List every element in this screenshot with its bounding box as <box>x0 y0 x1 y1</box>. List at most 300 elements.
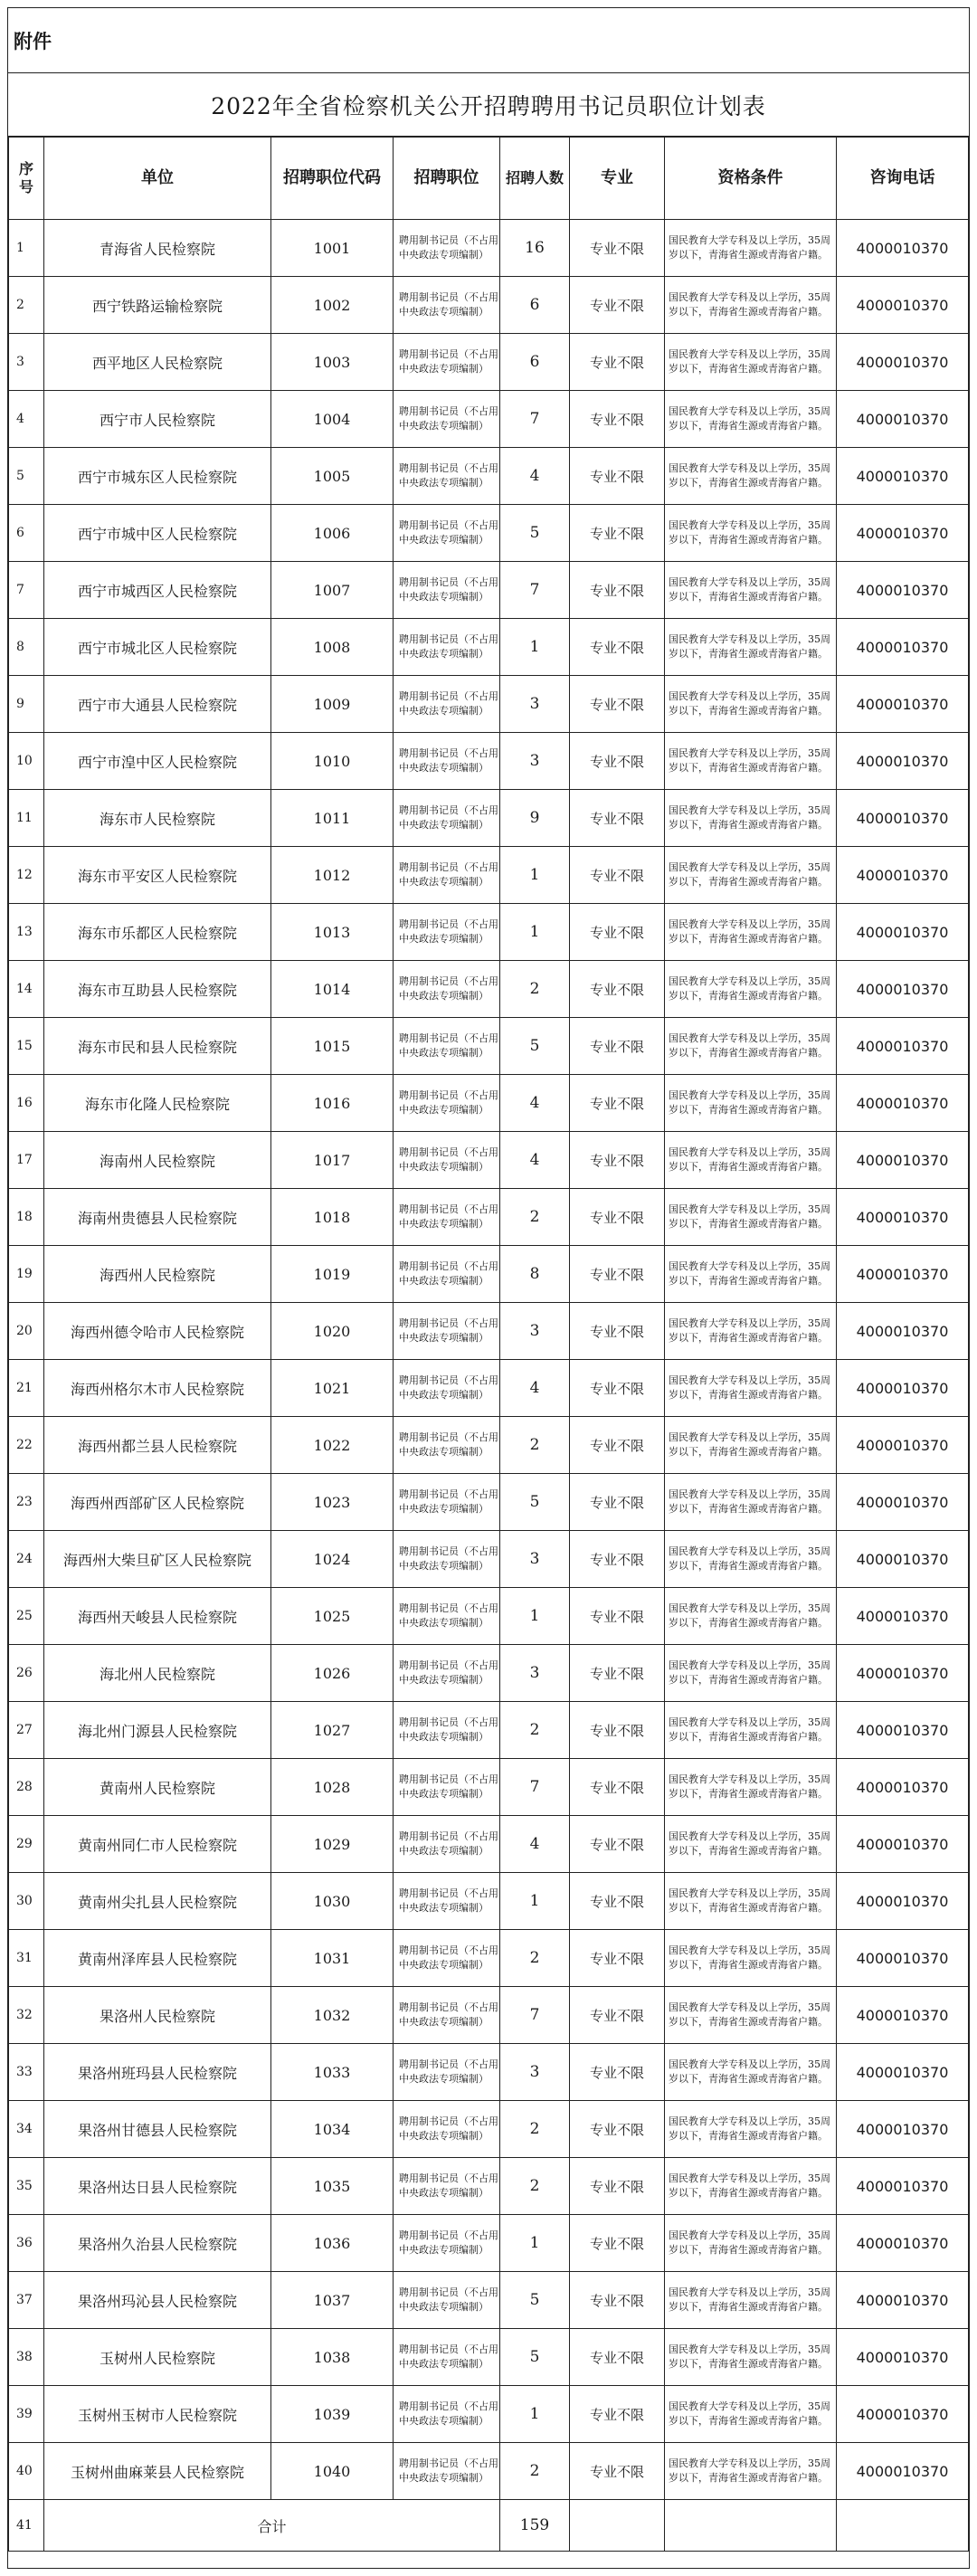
total-label: 合计 <box>44 2500 500 2552</box>
total-empty-phone <box>837 2500 969 2552</box>
cell-unit: 海西州天峻县人民检察院 <box>44 1588 271 1645</box>
cell-major: 专业不限 <box>570 448 665 505</box>
cell-unit: 果洛州达日县人民检察院 <box>44 2158 271 2215</box>
cell-unit: 果洛州久治县人民检察院 <box>44 2215 271 2272</box>
cell-phone: 4000010370 <box>837 2443 969 2500</box>
cell-seq: 25 <box>9 1588 44 1645</box>
cell-major: 专业不限 <box>570 904 665 961</box>
cell-qualification: 国民教育大学专科及以上学历，35周岁以下，青海省生源或青海省户籍。 <box>665 1531 837 1588</box>
cell-qualification: 国民教育大学专科及以上学历，35周岁以下，青海省生源或青海省户籍。 <box>665 277 837 334</box>
cell-code: 1004 <box>271 391 394 448</box>
header-count: 招聘人数 <box>500 138 570 220</box>
cell-code: 1001 <box>271 220 394 277</box>
cell-phone: 4000010370 <box>837 1474 969 1531</box>
cell-major: 专业不限 <box>570 1018 665 1075</box>
cell-code: 1011 <box>271 790 394 847</box>
cell-position: 聘用制书记员（不占用中央政法专项编制） <box>394 2101 500 2158</box>
cell-major: 专业不限 <box>570 2158 665 2215</box>
cell-position: 聘用制书记员（不占用中央政法专项编制） <box>394 1531 500 1588</box>
cell-code: 1013 <box>271 904 394 961</box>
header-major: 专业 <box>570 138 665 220</box>
cell-unit: 玉树州玉树市人民检察院 <box>44 2386 271 2443</box>
table-row <box>9 2386 969 2443</box>
table-row <box>9 2443 969 2500</box>
cell-position: 聘用制书记员（不占用中央政法专项编制） <box>394 220 500 277</box>
cell-phone: 4000010370 <box>837 2386 969 2443</box>
cell-count: 16 <box>500 220 570 277</box>
table-row <box>9 220 969 277</box>
cell-code: 1025 <box>271 1588 394 1645</box>
cell-seq: 36 <box>9 2215 44 2272</box>
table-row <box>9 562 969 619</box>
cell-count: 3 <box>500 1303 570 1360</box>
cell-qualification: 国民教育大学专科及以上学历，35周岁以下，青海省生源或青海省户籍。 <box>665 1360 837 1417</box>
cell-code: 1012 <box>271 847 394 904</box>
cell-count: 4 <box>500 1075 570 1132</box>
cell-position: 聘用制书记员（不占用中央政法专项编制） <box>394 334 500 391</box>
cell-count: 7 <box>500 1759 570 1816</box>
table-row <box>9 2272 969 2329</box>
cell-unit: 西宁铁路运输检察院 <box>44 277 271 334</box>
cell-qualification: 国民教育大学专科及以上学历，35周岁以下，青海省生源或青海省户籍。 <box>665 1759 837 1816</box>
cell-phone: 4000010370 <box>837 1018 969 1075</box>
cell-major: 专业不限 <box>570 391 665 448</box>
cell-unit: 果洛州玛沁县人民检察院 <box>44 2272 271 2329</box>
cell-unit: 海西州格尔木市人民检察院 <box>44 1360 271 1417</box>
cell-seq: 33 <box>9 2044 44 2101</box>
cell-count: 1 <box>500 847 570 904</box>
cell-count: 6 <box>500 277 570 334</box>
annex-label: 附件 <box>8 8 969 73</box>
cell-phone: 4000010370 <box>837 676 969 733</box>
cell-phone: 4000010370 <box>837 277 969 334</box>
cell-qualification: 国民教育大学专科及以上学历，35周岁以下，青海省生源或青海省户籍。 <box>665 334 837 391</box>
cell-qualification: 国民教育大学专科及以上学历，35周岁以下，青海省生源或青海省户籍。 <box>665 1246 837 1303</box>
cell-major: 专业不限 <box>570 1930 665 1987</box>
cell-seq: 37 <box>9 2272 44 2329</box>
cell-code: 1029 <box>271 1816 394 1873</box>
total-empty-major <box>570 2500 665 2552</box>
cell-qualification: 国民教育大学专科及以上学历，35周岁以下，青海省生源或青海省户籍。 <box>665 391 837 448</box>
cell-seq: 6 <box>9 505 44 562</box>
cell-count: 2 <box>500 1417 570 1474</box>
plan-table <box>8 137 969 2552</box>
cell-major: 专业不限 <box>570 1132 665 1189</box>
cell-qualification: 国民教育大学专科及以上学历，35周岁以下，青海省生源或青海省户籍。 <box>665 847 837 904</box>
cell-major: 专业不限 <box>570 1873 665 1930</box>
cell-phone: 4000010370 <box>837 790 969 847</box>
cell-count: 3 <box>500 1531 570 1588</box>
table-row <box>9 1189 969 1246</box>
cell-phone: 4000010370 <box>837 1759 969 1816</box>
cell-count: 1 <box>500 1873 570 1930</box>
cell-major: 专业不限 <box>570 505 665 562</box>
cell-qualification: 国民教育大学专科及以上学历，35周岁以下，青海省生源或青海省户籍。 <box>665 961 837 1018</box>
cell-unit: 西宁市城北区人民检察院 <box>44 619 271 676</box>
table-row <box>9 676 969 733</box>
cell-position: 聘用制书记员（不占用中央政法专项编制） <box>394 1588 500 1645</box>
cell-position: 聘用制书记员（不占用中央政法专项编制） <box>394 2215 500 2272</box>
cell-unit: 海南州人民检察院 <box>44 1132 271 1189</box>
header-unit: 单位 <box>44 138 271 220</box>
cell-major: 专业不限 <box>570 2386 665 2443</box>
cell-seq: 26 <box>9 1645 44 1702</box>
cell-count: 2 <box>500 2158 570 2215</box>
cell-phone: 4000010370 <box>837 1588 969 1645</box>
cell-unit: 海西州都兰县人民检察院 <box>44 1417 271 1474</box>
cell-unit: 海西州人民检察院 <box>44 1246 271 1303</box>
cell-qualification: 国民教育大学专科及以上学历，35周岁以下，青海省生源或青海省户籍。 <box>665 1474 837 1531</box>
table-row <box>9 733 969 790</box>
cell-seq: 7 <box>9 562 44 619</box>
cell-unit: 海东市民和县人民检察院 <box>44 1018 271 1075</box>
cell-qualification: 国民教育大学专科及以上学历，35周岁以下，青海省生源或青海省户籍。 <box>665 2101 837 2158</box>
cell-phone: 4000010370 <box>837 847 969 904</box>
cell-seq: 12 <box>9 847 44 904</box>
cell-phone: 4000010370 <box>837 1531 969 1588</box>
cell-code: 1008 <box>271 619 394 676</box>
cell-code: 1030 <box>271 1873 394 1930</box>
cell-count: 8 <box>500 1246 570 1303</box>
cell-unit: 西宁市湟中区人民检察院 <box>44 733 271 790</box>
cell-unit: 黄南州人民检察院 <box>44 1759 271 1816</box>
cell-code: 1032 <box>271 1987 394 2044</box>
cell-count: 7 <box>500 391 570 448</box>
cell-seq: 27 <box>9 1702 44 1759</box>
cell-code: 1020 <box>271 1303 394 1360</box>
cell-major: 专业不限 <box>570 2272 665 2329</box>
cell-seq: 38 <box>9 2329 44 2386</box>
cell-count: 4 <box>500 1360 570 1417</box>
cell-position: 聘用制书记员（不占用中央政法专项编制） <box>394 961 500 1018</box>
cell-unit: 海东市乐都区人民检察院 <box>44 904 271 961</box>
cell-position: 聘用制书记员（不占用中央政法专项编制） <box>394 2386 500 2443</box>
cell-count: 2 <box>500 1189 570 1246</box>
cell-position: 聘用制书记员（不占用中央政法专项编制） <box>394 448 500 505</box>
cell-qualification: 国民教育大学专科及以上学历，35周岁以下，青海省生源或青海省户籍。 <box>665 733 837 790</box>
cell-code: 1002 <box>271 277 394 334</box>
cell-phone: 4000010370 <box>837 2215 969 2272</box>
cell-major: 专业不限 <box>570 1816 665 1873</box>
table-row <box>9 505 969 562</box>
cell-code: 1026 <box>271 1645 394 1702</box>
cell-seq: 8 <box>9 619 44 676</box>
table-row <box>9 1417 969 1474</box>
cell-seq: 35 <box>9 2158 44 2215</box>
cell-seq: 15 <box>9 1018 44 1075</box>
table-row <box>9 1132 969 1189</box>
cell-qualification: 国民教育大学专科及以上学历，35周岁以下，青海省生源或青海省户籍。 <box>665 562 837 619</box>
header-qualification: 资格条件 <box>665 138 837 220</box>
cell-unit: 西宁市城中区人民检察院 <box>44 505 271 562</box>
total-count: 159 <box>500 2500 570 2552</box>
cell-position: 聘用制书记员（不占用中央政法专项编制） <box>394 1303 500 1360</box>
table-row <box>9 2215 969 2272</box>
cell-seq: 11 <box>9 790 44 847</box>
cell-code: 1034 <box>271 2101 394 2158</box>
cell-code: 1010 <box>271 733 394 790</box>
cell-position: 聘用制书记员（不占用中央政法专项编制） <box>394 1075 500 1132</box>
cell-count: 2 <box>500 1930 570 1987</box>
cell-unit: 海东市互助县人民检察院 <box>44 961 271 1018</box>
cell-major: 专业不限 <box>570 2329 665 2386</box>
cell-count: 1 <box>500 619 570 676</box>
cell-code: 1016 <box>271 1075 394 1132</box>
table-row <box>9 1360 969 1417</box>
cell-unit: 青海省人民检察院 <box>44 220 271 277</box>
cell-seq: 24 <box>9 1531 44 1588</box>
cell-phone: 4000010370 <box>837 2101 969 2158</box>
cell-qualification: 国民教育大学专科及以上学历，35周岁以下，青海省生源或青海省户籍。 <box>665 1132 837 1189</box>
cell-phone: 4000010370 <box>837 2044 969 2101</box>
cell-code: 1015 <box>271 1018 394 1075</box>
cell-count: 1 <box>500 2215 570 2272</box>
cell-position: 聘用制书记员（不占用中央政法专项编制） <box>394 1018 500 1075</box>
cell-seq: 4 <box>9 391 44 448</box>
cell-phone: 4000010370 <box>837 1702 969 1759</box>
cell-code: 1035 <box>271 2158 394 2215</box>
table-body <box>9 220 969 2500</box>
cell-count: 2 <box>500 961 570 1018</box>
cell-qualification: 国民教育大学专科及以上学历，35周岁以下，青海省生源或青海省户籍。 <box>665 2272 837 2329</box>
cell-phone: 4000010370 <box>837 334 969 391</box>
cell-code: 1039 <box>271 2386 394 2443</box>
cell-code: 1003 <box>271 334 394 391</box>
cell-seq: 17 <box>9 1132 44 1189</box>
cell-position: 聘用制书记员（不占用中央政法专项编制） <box>394 1360 500 1417</box>
cell-qualification: 国民教育大学专科及以上学历，35周岁以下，青海省生源或青海省户籍。 <box>665 1873 837 1930</box>
cell-code: 1018 <box>271 1189 394 1246</box>
cell-seq: 2 <box>9 277 44 334</box>
cell-seq: 5 <box>9 448 44 505</box>
table-row <box>9 448 969 505</box>
cell-phone: 4000010370 <box>837 733 969 790</box>
cell-major: 专业不限 <box>570 619 665 676</box>
cell-position: 聘用制书记员（不占用中央政法专项编制） <box>394 1759 500 1816</box>
cell-position: 聘用制书记员（不占用中央政法专项编制） <box>394 2443 500 2500</box>
cell-qualification: 国民教育大学专科及以上学历，35周岁以下，青海省生源或青海省户籍。 <box>665 904 837 961</box>
cell-major: 专业不限 <box>570 220 665 277</box>
cell-seq: 14 <box>9 961 44 1018</box>
cell-major: 专业不限 <box>570 277 665 334</box>
cell-position: 聘用制书记员（不占用中央政法专项编制） <box>394 1246 500 1303</box>
cell-major: 专业不限 <box>570 676 665 733</box>
cell-qualification: 国民教育大学专科及以上学历，35周岁以下，青海省生源或青海省户籍。 <box>665 2215 837 2272</box>
cell-major: 专业不限 <box>570 1303 665 1360</box>
cell-phone: 4000010370 <box>837 619 969 676</box>
cell-unit: 黄南州同仁市人民检察院 <box>44 1816 271 1873</box>
cell-phone: 4000010370 <box>837 904 969 961</box>
cell-count: 3 <box>500 2044 570 2101</box>
cell-qualification: 国民教育大学专科及以上学历，35周岁以下，青海省生源或青海省户籍。 <box>665 1417 837 1474</box>
cell-position: 聘用制书记员（不占用中央政法专项编制） <box>394 2158 500 2215</box>
cell-position: 聘用制书记员（不占用中央政法专项编制） <box>394 391 500 448</box>
cell-phone: 4000010370 <box>837 1816 969 1873</box>
cell-phone: 4000010370 <box>837 1930 969 1987</box>
table-row <box>9 847 969 904</box>
cell-count: 5 <box>500 2272 570 2329</box>
cell-count: 5 <box>500 1474 570 1531</box>
cell-count: 1 <box>500 1588 570 1645</box>
cell-count: 2 <box>500 2101 570 2158</box>
cell-phone: 4000010370 <box>837 1246 969 1303</box>
cell-code: 1019 <box>271 1246 394 1303</box>
cell-position: 聘用制书记员（不占用中央政法专项编制） <box>394 1930 500 1987</box>
table-row <box>9 2101 969 2158</box>
cell-phone: 4000010370 <box>837 1075 969 1132</box>
cell-qualification: 国民教育大学专科及以上学历，35周岁以下，青海省生源或青海省户籍。 <box>665 1588 837 1645</box>
cell-position: 聘用制书记员（不占用中央政法专项编制） <box>394 733 500 790</box>
cell-unit: 西宁市城西区人民检察院 <box>44 562 271 619</box>
cell-qualification: 国民教育大学专科及以上学历，35周岁以下，青海省生源或青海省户籍。 <box>665 2329 837 2386</box>
table-row <box>9 2329 969 2386</box>
cell-seq: 13 <box>9 904 44 961</box>
cell-major: 专业不限 <box>570 2443 665 2500</box>
header-code: 招聘职位代码 <box>271 138 394 220</box>
cell-code: 1027 <box>271 1702 394 1759</box>
cell-unit: 黄南州泽库县人民检察院 <box>44 1930 271 1987</box>
cell-count: 2 <box>500 1702 570 1759</box>
cell-qualification: 国民教育大学专科及以上学历，35周岁以下，青海省生源或青海省户籍。 <box>665 2443 837 2500</box>
cell-count: 1 <box>500 904 570 961</box>
cell-code: 1022 <box>271 1417 394 1474</box>
table-row <box>9 1474 969 1531</box>
table-row <box>9 619 969 676</box>
cell-position: 聘用制书记员（不占用中央政法专项编制） <box>394 1132 500 1189</box>
cell-qualification: 国民教育大学专科及以上学历，35周岁以下，青海省生源或青海省户籍。 <box>665 1645 837 1702</box>
cell-count: 3 <box>500 733 570 790</box>
cell-major: 专业不限 <box>570 1075 665 1132</box>
cell-phone: 4000010370 <box>837 2272 969 2329</box>
cell-position: 聘用制书记员（不占用中央政法专项编制） <box>394 1474 500 1531</box>
cell-unit: 海北州人民检察院 <box>44 1645 271 1702</box>
cell-count: 5 <box>500 1018 570 1075</box>
cell-seq: 18 <box>9 1189 44 1246</box>
cell-position: 聘用制书记员（不占用中央政法专项编制） <box>394 1645 500 1702</box>
cell-major: 专业不限 <box>570 1246 665 1303</box>
cell-unit: 黄南州尖扎县人民检察院 <box>44 1873 271 1930</box>
cell-qualification: 国民教育大学专科及以上学历，35周岁以下，青海省生源或青海省户籍。 <box>665 1930 837 1987</box>
cell-count: 9 <box>500 790 570 847</box>
table-row <box>9 790 969 847</box>
cell-qualification: 国民教育大学专科及以上学历，35周岁以下，青海省生源或青海省户籍。 <box>665 1018 837 1075</box>
cell-phone: 4000010370 <box>837 2158 969 2215</box>
cell-qualification: 国民教育大学专科及以上学历，35周岁以下，青海省生源或青海省户籍。 <box>665 2386 837 2443</box>
table-row <box>9 1303 969 1360</box>
cell-seq: 3 <box>9 334 44 391</box>
table-row <box>9 1816 969 1873</box>
cell-phone: 4000010370 <box>837 1417 969 1474</box>
cell-seq: 16 <box>9 1075 44 1132</box>
cell-unit: 海西州德令哈市人民检察院 <box>44 1303 271 1360</box>
cell-qualification: 国民教育大学专科及以上学历，35周岁以下，青海省生源或青海省户籍。 <box>665 505 837 562</box>
cell-major: 专业不限 <box>570 2044 665 2101</box>
table-row <box>9 1531 969 1588</box>
cell-major: 专业不限 <box>570 334 665 391</box>
cell-phone: 4000010370 <box>837 961 969 1018</box>
total-row <box>9 2500 969 2552</box>
cell-code: 1009 <box>271 676 394 733</box>
cell-qualification: 国民教育大学专科及以上学历，35周岁以下，青海省生源或青海省户籍。 <box>665 790 837 847</box>
cell-qualification: 国民教育大学专科及以上学历，35周岁以下，青海省生源或青海省户籍。 <box>665 1702 837 1759</box>
cell-seq: 19 <box>9 1246 44 1303</box>
table-row <box>9 904 969 961</box>
cell-code: 1038 <box>271 2329 394 2386</box>
cell-seq: 10 <box>9 733 44 790</box>
cell-unit: 海南州贵德县人民检察院 <box>44 1189 271 1246</box>
table-row <box>9 1588 969 1645</box>
cell-position: 聘用制书记员（不占用中央政法专项编制） <box>394 2272 500 2329</box>
cell-qualification: 国民教育大学专科及以上学历，35周岁以下，青海省生源或青海省户籍。 <box>665 220 837 277</box>
cell-position: 聘用制书记员（不占用中央政法专项编制） <box>394 1417 500 1474</box>
cell-unit: 玉树州人民检察院 <box>44 2329 271 2386</box>
cell-seq: 34 <box>9 2101 44 2158</box>
cell-seq: 20 <box>9 1303 44 1360</box>
cell-unit: 海西州西部矿区人民检察院 <box>44 1474 271 1531</box>
header-phone: 咨询电话 <box>837 138 969 220</box>
page-title: 2022年全省检察机关公开招聘聘用书记员职位计划表 <box>8 73 969 137</box>
table-row <box>9 2044 969 2101</box>
cell-position: 聘用制书记员（不占用中央政法专项编制） <box>394 1702 500 1759</box>
cell-seq: 29 <box>9 1816 44 1873</box>
cell-code: 1031 <box>271 1930 394 1987</box>
table-row <box>9 1246 969 1303</box>
cell-qualification: 国民教育大学专科及以上学历，35周岁以下，青海省生源或青海省户籍。 <box>665 2044 837 2101</box>
cell-unit: 海东市平安区人民检察院 <box>44 847 271 904</box>
cell-major: 专业不限 <box>570 1189 665 1246</box>
cell-position: 聘用制书记员（不占用中央政法专项编制） <box>394 505 500 562</box>
cell-seq: 9 <box>9 676 44 733</box>
cell-qualification: 国民教育大学专科及以上学历，35周岁以下，青海省生源或青海省户籍。 <box>665 619 837 676</box>
cell-seq: 21 <box>9 1360 44 1417</box>
total-seq: 41 <box>9 2500 44 2552</box>
cell-position: 聘用制书记员（不占用中央政法专项编制） <box>394 619 500 676</box>
cell-count: 1 <box>500 2386 570 2443</box>
cell-seq: 30 <box>9 1873 44 1930</box>
table-row <box>9 961 969 1018</box>
table-row <box>9 277 969 334</box>
cell-major: 专业不限 <box>570 1987 665 2044</box>
cell-count: 7 <box>500 1987 570 2044</box>
cell-position: 聘用制书记员（不占用中央政法专项编制） <box>394 1987 500 2044</box>
cell-unit: 西平地区人民检察院 <box>44 334 271 391</box>
cell-code: 1024 <box>271 1531 394 1588</box>
cell-code: 1033 <box>271 2044 394 2101</box>
cell-phone: 4000010370 <box>837 2329 969 2386</box>
cell-unit: 西宁市大通县人民检察院 <box>44 676 271 733</box>
cell-major: 专业不限 <box>570 1417 665 1474</box>
cell-count: 4 <box>500 1816 570 1873</box>
cell-phone: 4000010370 <box>837 1132 969 1189</box>
cell-count: 3 <box>500 676 570 733</box>
cell-qualification: 国民教育大学专科及以上学历，35周岁以下，青海省生源或青海省户籍。 <box>665 1303 837 1360</box>
cell-major: 专业不限 <box>570 1702 665 1759</box>
cell-phone: 4000010370 <box>837 1987 969 2044</box>
cell-phone: 4000010370 <box>837 1645 969 1702</box>
cell-qualification: 国民教育大学专科及以上学历，35周岁以下，青海省生源或青海省户籍。 <box>665 448 837 505</box>
cell-seq: 31 <box>9 1930 44 1987</box>
cell-seq: 32 <box>9 1987 44 2044</box>
cell-code: 1005 <box>271 448 394 505</box>
cell-major: 专业不限 <box>570 1645 665 1702</box>
cell-major: 专业不限 <box>570 1588 665 1645</box>
cell-count: 6 <box>500 334 570 391</box>
header-seq: 序号 <box>9 138 44 220</box>
cell-major: 专业不限 <box>570 733 665 790</box>
table-row <box>9 1759 969 1816</box>
table-row <box>9 1075 969 1132</box>
cell-count: 5 <box>500 505 570 562</box>
